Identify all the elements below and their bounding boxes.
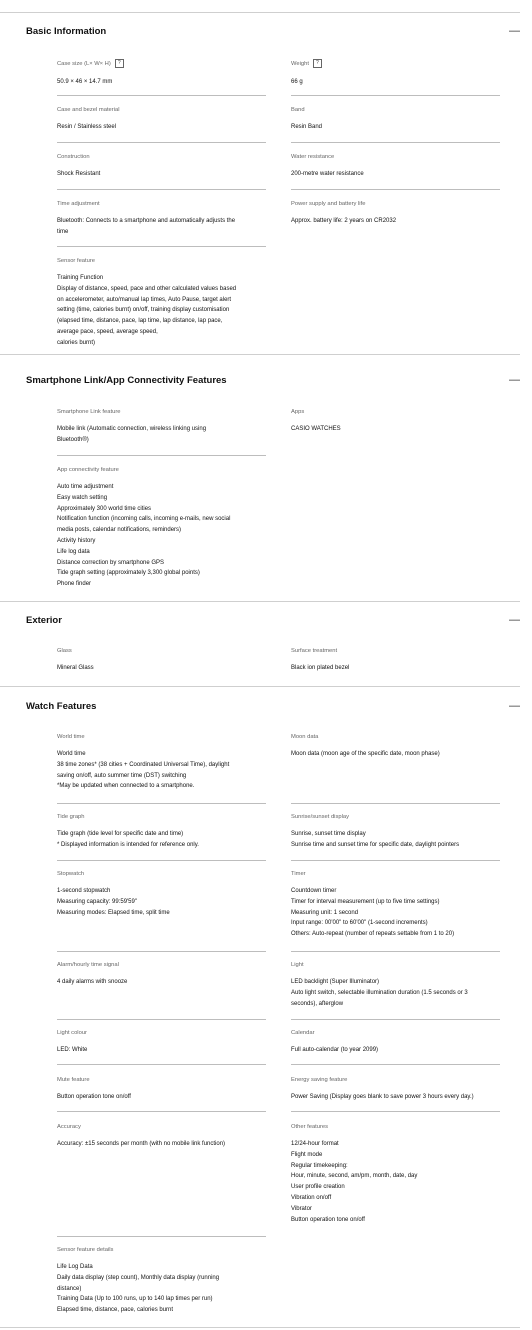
spec-label: Accuracy: [57, 1124, 81, 1130]
spec-value: Life Log Data Daily data display (step count), Monthly data display (running distance) Training Data (Up to 100 runs, up to 140 lap times per run) Elapsed time, distance, pace, calories burnt: [57, 1264, 220, 1314]
spec-divider: [57, 95, 266, 96]
spec-label: Energy saving feature: [291, 1077, 348, 1083]
spec-water-resistance: [291, 154, 501, 180]
spec-label: Construction: [57, 154, 90, 160]
spec-accuracy: [57, 1124, 272, 1150]
spec-label: Stopwatch: [57, 871, 85, 877]
spec-value: Training Function Display of distance, speed, pace and other calculated values based on accelerometer, auto/manual lap times, Auto Pause, target alert setting (time, calories burnt) on/off, training display customisation (elapsed time, distance, pace, lap time, lap distance, lap pace, average pace, speed, average speed, calories burnt): [57, 275, 237, 346]
spec-weight: [291, 59, 501, 88]
spec-label: Smartphone Link feature: [57, 409, 121, 415]
spec-stopwatch: [57, 871, 267, 918]
collapse-smartphone-link-button[interactable]: —: [509, 374, 520, 386]
spec-divider: [57, 1236, 266, 1237]
spec-label: Weight: [291, 60, 309, 67]
spec-label: Band: [291, 107, 305, 113]
spec-label: Timer: [291, 871, 306, 877]
collapse-watch-features-button[interactable]: —: [509, 700, 520, 712]
spec-other-features: [291, 1124, 501, 1225]
spec-surface-treatment: [291, 648, 501, 674]
spec-label: Water resistance: [291, 154, 335, 160]
collapse-exterior-button[interactable]: —: [509, 614, 520, 626]
spec-value: Moon data (moon age of the specific date, moon phase): [291, 751, 440, 757]
spec-divider: [291, 860, 500, 861]
spec-value: Bluetooth: Connects to a smartphone and automatically adjusts the time: [57, 218, 236, 235]
spec-label: Time adjustment: [57, 201, 100, 207]
spec-value: LED: White: [57, 1047, 88, 1053]
spec-glass: [57, 648, 267, 674]
spec-divider: [57, 189, 266, 190]
help-icon[interactable]: ?: [313, 59, 322, 68]
spec-apps: [291, 409, 501, 435]
spec-value: Approx. battery life: 2 years on CR2032: [291, 218, 397, 224]
spec-value: Full auto-calendar (to year 2099): [291, 1047, 379, 1053]
spec-label: World time: [57, 734, 85, 740]
spec-divider: [57, 455, 266, 456]
spec-value: Mineral Glass: [57, 665, 94, 671]
spec-divider: [291, 142, 500, 143]
spec-app-connectivity-feature: [57, 467, 272, 590]
spec-sensor-feature: [57, 258, 272, 349]
spec-divider: [57, 860, 266, 861]
spec-value: World time 38 time zones* (38 cities + Coordinated Universal Time), daylight saving on/off, auto summer time (DST) switching *May be updated when connected to a smartphone.: [57, 751, 230, 790]
spec-label: Power supply and battery life: [291, 201, 366, 207]
spec-label: Calendar: [291, 1030, 315, 1036]
spec-value: Countdown timer Timer for interval measurement (up to five time settings) Measuring unit: 1 second Input range: 00'00" to 60'00" (1-second increments) Others: Auto-repeat (number of repeats settable from 1 to 20): [291, 888, 455, 938]
spec-band: [291, 107, 501, 133]
spec-time-adjustment: [57, 201, 267, 238]
top-divider: [0, 12, 520, 13]
spec-timer: [291, 871, 506, 940]
spec-power-supply: [291, 201, 501, 227]
spec-value: Black ion plated bezel: [291, 665, 350, 671]
spec-moon-data: [291, 734, 501, 760]
spec-divider: [57, 1019, 266, 1020]
spec-label: Surface treatment: [291, 648, 338, 654]
spec-divider: [57, 246, 266, 247]
help-icon[interactable]: ?: [115, 59, 124, 68]
section-divider: [0, 1327, 520, 1328]
spec-label: Case and bezel material: [57, 107, 120, 113]
spec-value: 12/24-hour format Flight mode Regular timekeeping: Hour, minute, second, am/pm, month, date, day User profile creation Vibration on/off Vibrator Button operation tone on/off: [291, 1141, 418, 1223]
spec-divider: [291, 951, 500, 952]
spec-value: 50.9 × 46 × 14.7 mm: [57, 79, 113, 85]
spec-divider: [57, 1111, 266, 1112]
spec-label: Light colour: [57, 1030, 87, 1036]
spec-divider: [291, 1019, 500, 1020]
spec-label: Sensor feature: [57, 258, 96, 264]
spec-label: Alarm/hourly time signal: [57, 962, 119, 968]
spec-label: Tide graph: [57, 814, 85, 820]
spec-label: Apps: [291, 409, 305, 415]
spec-divider: [57, 142, 266, 143]
spec-construction: [57, 154, 267, 180]
spec-value: Mobile link (Automatic connection, wireless linking using Bluetooth®): [57, 426, 207, 443]
spec-value: Power Saving (Display goes blank to save power 3 hours every day.): [291, 1094, 474, 1100]
spec-mute-feature: [57, 1077, 267, 1103]
spec-world-time: [57, 734, 272, 792]
spec-divider: [57, 1064, 266, 1065]
spec-case-size: [57, 59, 267, 88]
section-divider: [0, 601, 520, 602]
section-title-watch-features: Watch Features: [26, 701, 97, 712]
spec-label: Glass: [57, 648, 72, 654]
spec-smartphone-link-feature: [57, 409, 267, 446]
section-divider: [0, 686, 520, 687]
spec-value: Button operation tone on/off: [57, 1094, 131, 1100]
spec-light: [291, 962, 506, 1009]
spec-label: App connectivity feature: [57, 467, 119, 473]
spec-label: Light: [291, 962, 304, 968]
spec-sensor-feature-details: [57, 1247, 272, 1316]
spec-value: 1-second stopwatch Measuring capacity: 99:59'59" Measuring modes: Elapsed time, split time: [57, 888, 170, 916]
spec-divider: [291, 1111, 500, 1112]
spec-alarm: [57, 962, 267, 988]
spec-label: Sensor feature details: [57, 1247, 114, 1253]
section-divider: [0, 354, 520, 355]
spec-divider: [57, 803, 266, 804]
spec-label: Sunrise/sunset display: [291, 814, 349, 820]
spec-label: Case size (L× W× H): [57, 60, 111, 67]
spec-value: LED backlight (Super Illuminator) Auto light switch, selectable illumination duration (1.5 seconds or 3 seconds), afterglow: [291, 979, 468, 1007]
spec-value: Tide graph (tide level for specific date and time) * Displayed information is intended for reference only.: [57, 831, 199, 848]
spec-calendar: [291, 1030, 501, 1056]
collapse-basic-information-button[interactable]: —: [509, 25, 520, 37]
spec-value: Auto time adjustment Easy watch setting Approximately 300 world time cities Notification function (incoming calls, incoming e-mails, new social media posts, calendar notifications, reminders) Activity history Life log data Distance correction by smartphone GPS Tide graph setting (approximately 3,300 global points) Phone finder: [57, 484, 231, 588]
spec-value: Sunrise, sunset time display Sunrise time and sunset time for specific date, daylight pointers: [291, 831, 460, 848]
spec-value: 200-metre water resistance: [291, 171, 364, 177]
spec-divider: [291, 95, 500, 96]
spec-label: Other features: [291, 1124, 329, 1130]
spec-divider: [291, 189, 500, 190]
spec-divider: [291, 1064, 500, 1065]
section-title-smartphone-link: Smartphone Link/App Connectivity Features: [26, 375, 227, 386]
spec-light-colour: [57, 1030, 267, 1056]
spec-divider: [291, 803, 500, 804]
spec-tide-graph: [57, 814, 267, 851]
spec-value: Resin Band: [291, 124, 323, 130]
section-title-exterior: Exterior: [26, 615, 62, 626]
spec-label: Mute feature: [57, 1077, 90, 1083]
spec-label: Moon data: [291, 734, 319, 740]
spec-sunrise-sunset: [291, 814, 506, 851]
spec-value: CASIO WATCHES: [291, 426, 341, 432]
spec-value: 66 g: [291, 79, 303, 85]
spec-value: Shock Resistant: [57, 171, 101, 177]
spec-value: 4 daily alarms with snooze: [57, 979, 128, 985]
spec-case-bezel-material: [57, 107, 267, 133]
spec-energy-saving: [291, 1077, 506, 1103]
spec-value: Resin / Stainless steel: [57, 124, 117, 130]
spec-divider: [57, 951, 266, 952]
section-title-basic-information: Basic Information: [26, 26, 107, 37]
spec-value: Accuracy: ±15 seconds per month (with no mobile link function): [57, 1141, 226, 1147]
